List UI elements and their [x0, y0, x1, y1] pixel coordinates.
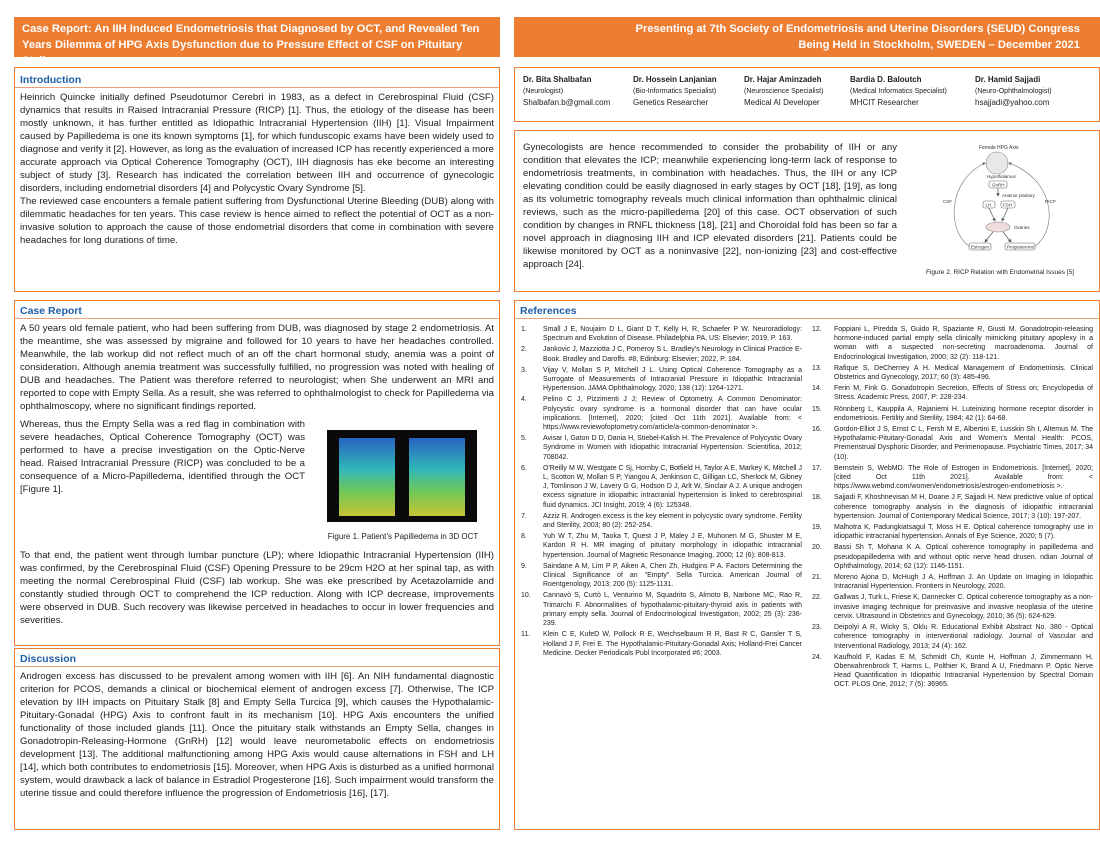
lh-label: LH	[985, 202, 992, 208]
congress-location: Being Held in Stockholm, SWEDEN – December 2021	[798, 39, 1080, 51]
reference-item	[521, 434, 802, 462]
reference-number: 19.	[812, 524, 822, 532]
reference-number: 17.	[812, 464, 822, 472]
reference-item	[812, 325, 1093, 362]
reference-number: 5.	[521, 435, 527, 443]
reference-item	[812, 623, 1093, 651]
reference-number: 20.	[812, 544, 822, 552]
reference-number: 4.	[521, 396, 527, 404]
reference-text: Jankovic J, Mazziotta J C, Pomeroy S L. Bradley's Neurology in Clinical Practice E-Book. Bradley and Daroffs. #8, Edinburg: Elsevier; 2022, P. 184.	[543, 346, 802, 363]
author-3	[744, 74, 850, 109]
reference-text: Rönnberg L, Kauppila A, Rajaniemi H. Luteinizing hormone receptor disorder in endometriosis. Fertility and Sterility, 1984; 42 (1): 64-68.	[834, 405, 1093, 422]
arrow-ovaries-progesterone	[1003, 232, 1011, 242]
reference-number: 15.	[812, 405, 822, 413]
case-report-body	[15, 322, 499, 413]
author-info: Shalbafan.b@gmail.com	[523, 98, 611, 107]
reference-text: Small J E, Noujaim D L, Giant D T, Kelly H, R, Schaefer P W. Neuroradiology: Spectrum and Evolution of Disease. Philadelphia PA, US: Elsevier; 2019, P. 163.	[543, 326, 802, 343]
reference-text: O'Reilly M W, Westgate C Sj, Hornby C, Botfield H, Taylor A E, Markey K, Mitchell J L, Scotton W, Mollan S P, Yiangou A, Jenkinson C, Gilligan LC, Sherlock M, Gibney J, Tomlinson J W, Lavery G G, Hodson D J, Arlt W, Sinclair A J. A unique androgen excess signature in idiopathic intracranial hypertension is linked to cerebrospinal fluid dynamics. JCI Insight, 2019; 4 (6): 125348.	[543, 464, 802, 509]
reference-item	[521, 325, 802, 343]
reference-number: 2.	[521, 346, 527, 354]
reference-item	[521, 345, 802, 363]
references-right-column	[812, 325, 1093, 692]
introduction-paragraph-2: The reviewed case encounters a female patient suffering from Dysfunctional Uterine Bleeding (DUB) along with dilemmatic headaches for ten years. This case review is hence aimed to reflect the potential of OCT as a non-invasive solution to approach the cause of those endometrial disorders that come in combination with severe headaches for long durations of time.	[20, 196, 494, 246]
reference-number: 21.	[812, 574, 822, 582]
reference-item	[521, 395, 802, 432]
reference-item	[521, 562, 802, 590]
reference-item	[812, 543, 1093, 571]
reference-text: Saindane A M, Lim P P, Aiken A, Chen Zh, Hudgins P A. Factors Determining the Clinical Significance of an "Empty" Sella Turcica. American Journal of Roentgenology, 2013; 200 (5): 1125-1131.	[543, 562, 802, 589]
hypothalamus-label: Hypothalamus	[987, 174, 1016, 179]
reference-number: 7.	[521, 512, 527, 520]
reference-number: 3.	[521, 366, 527, 374]
reference-number: 23.	[812, 624, 822, 632]
gnrh-label: GnRH	[992, 182, 1005, 188]
author-role: (Medical Informatics Specialist)	[850, 87, 947, 95]
reference-number: 22.	[812, 594, 822, 602]
hpg-axis-diagram	[907, 141, 1093, 269]
reference-item	[812, 364, 1093, 382]
references-panel	[514, 300, 1100, 830]
ricp-label: RICP	[1045, 199, 1056, 204]
discussion-paragraph: Androgen excess has discussed to be prevalent among women with IIH [6]. An NIH fundamental diagnostic criterion for PCOS, demands a clinical or biochemical element of androgen excess [7]. Otherwise, The ICP elevation by IIH impacts on Pituitary Stalk [8] and Empty Sella Turcica [9], which causes the Hypothalamic-Pituitary-Gonadal (HPG) Axis to confront fault in its mechanism [10]. HPG Axis encounters the unified functionality of those included glands [11]. Once the pituitary stalk withstands an Empty Sella, changes in Gonadotropin-Releasing-Hormone (GnRH) [12] would leave neurometabolic effects on endometriosis development [13]. The additional malfunctioning among HPG Axis would cause alternations in FSH and LH [14], which both contributes to endometriosis [15]. Moreover, when HPG Axis is disturbed as a unified hormonal system, would drawback a lack of balance in Estradiol Progesterone [16]. Such impairment would transform the uterine tissue and could therefore influence the progression of Endometriosis [16], [17].	[20, 671, 494, 799]
recommendation-panel	[514, 130, 1100, 292]
reference-item	[812, 425, 1093, 462]
reference-text: Avisar I, Gaton D D, Dania H, Stiebel-Kalish H. The Prevalence of Polycystic Ovary Syndrome in Women with Idiopathic Intracranial Hypertension. Scientifica, 2012; 708042.	[543, 435, 802, 461]
reference-item	[521, 464, 802, 510]
reference-text: Azziz R. Androgen excess is the key element in polycystic ovary syndrome. Fertility and Sterility, 2003; 80 (2): 252-254.	[543, 512, 802, 530]
brain-icon	[986, 152, 1008, 174]
author-info: MHCIT Researcher	[850, 98, 919, 107]
author-info: Medical AI Developer	[744, 98, 820, 107]
feedback-arrow-left	[954, 163, 985, 246]
congress-banner	[514, 17, 1100, 57]
author-info: hsajjadi@yahoo.com	[975, 98, 1050, 107]
diagram-title: Female HPG Axis	[979, 145, 1019, 151]
reference-text: Bassi Sh T, Mohana K A. Optical coherence tomography in papilledema and pseudopapilledema with and without optic nerve head drusen. ndian Journal of Ophthalmology, 2014; 62 (12): 1146-1151.	[834, 544, 1093, 570]
poster-title: Case Report: An IIH Induced Endometriosis that Diagnosed by OCT, and Revealed Ten Years Dilemma of HPG Axis Dysfunction due to Pressure Effect of CSF on Pituitary Stalk.	[22, 23, 480, 67]
author-4	[850, 74, 975, 109]
reference-item	[521, 532, 802, 560]
reference-item	[521, 512, 802, 530]
csf-label: CSF	[943, 199, 952, 204]
author-role: (Neurologist)	[523, 87, 564, 95]
reference-text: Ferin M, Fink G. Gonadotropin Secretion, Effects of Stress on; Encyclopedia of Stress. Academic Press, 2007, P: 228-234.	[834, 385, 1093, 402]
arrow-fsh-ovaries	[1002, 208, 1008, 221]
figure-1	[315, 418, 491, 541]
poster-title-banner	[14, 17, 500, 67]
reference-text: Klein C E, KufeD W, Pollock R E, Weichselbaum R R, Bast R C, Gansler T S, Holland J F, Frei E. The Hypothalamic-Pituitary-Gonadal Axis; Holland-Frei Cancer Medicine. Decker Periodicals Publ Incorporated #6; 2003.	[543, 631, 802, 657]
reference-item	[812, 653, 1093, 690]
author-1	[523, 74, 633, 109]
reference-item	[812, 523, 1093, 541]
author-name: Dr. Bita Shalbafan	[523, 75, 592, 84]
reference-item	[812, 464, 1093, 492]
oct-scan-left-eye	[339, 438, 395, 516]
case-paragraph-3: To that end, the patient went through lumbar puncture (LP); where Idiopathic Intracranial Hypertension (IIH) was confirmed, by the Cerebrospinal Fluid (CSF) Opening Pressure to be 29cm H2O at her spinal tap, as with meeting the normal Cerebrospinal Fluid (CSF) lab workup. She was eke prescribed by Acetazolamide and constantly studied through OCT to comprehend the ICP reduction. Along with ICP decrease, improvements were observed in DUB. Such recovery was likewise perceived in headaches to occur in lower frequencies and severities.	[20, 550, 494, 626]
fsh-label: FSH	[1003, 202, 1012, 208]
reference-text: Foppiani L, Piredda S, Guido R, Spaziante R, Giusti M. Gonadotropin-releasing hormone-induced partial empty sella clinically mimicking pituitary apoplexy in a woman with a suspected non-secreting macroadenoma. Journal of Endocrinological Investigation, 2000; 32 (2): 118-121.	[834, 326, 1093, 361]
reference-number: 1.	[521, 326, 527, 333]
reference-text: Yuh W T, Zhu M, Taoka T, Quest J P, Maley J E, Muhonen M G, Shuster M E, Kardon R H. MR imaging of pituitary morphology in idiopathic intracranial hypertension. Journal of Magnetic Resonance Imaging, 2000; 12 (6): 808-813.	[543, 533, 802, 559]
authors-panel	[514, 67, 1100, 122]
congress-name: Presenting at 7th Society of Endometriosis and Uterine Disorders (SEUD) Congress	[635, 23, 1080, 35]
reference-item	[521, 630, 802, 658]
reference-item	[812, 384, 1093, 402]
reference-text: Kaufhold F, Kadas E M, Schmidt Ch, Kunte H, Hoffman J, Zimmermann H, Oberwahrenbrock T, Harms L, Polthier K, Brand A U, Friedmann P. Optic Nerve Head Quantification in Idiopathic Intracranial Hypertension by Spectral Domain OCT. PLOS One, 2012; 7 (5): 36965.	[834, 653, 1093, 689]
reference-number: 24.	[812, 653, 822, 661]
references-heading: References	[515, 303, 1099, 319]
reference-item	[812, 593, 1093, 621]
reference-number: 12.	[812, 326, 822, 333]
reference-number: 6.	[521, 464, 527, 472]
author-role: (Bio-Informatics Specialist)	[633, 87, 717, 95]
reference-number: 13.	[812, 364, 822, 372]
reference-text: Cannavò S, Curtò L, Venturino M, Squadrito S, Almoto B, Narbone MC, Rao R, Trimarchi F. Abnormalities of hypothalamic-pituitary-thyroid axis in patients with primary empty sella. Journal of Endocrinological Investigation, 2002; 25 (3): 236-239.	[543, 592, 802, 628]
reference-text: Bernstein S, WebMD. The Role of Estrogen in Endometriosis. [Internet], 2020; [cited Oct 11th 2021]. Available from: < https://www.webmd.com/women/endometriosis/estrogen-endometriosis >.	[834, 464, 1093, 491]
reference-text: Gallwas J, Turk L, Friese K, Dannecker C. Optical coherence tomography as a non-invasive imaging technique for preinvasive and invasive neoplasia of the uterine cervix. Ultrasound in Obstetrics and Gynecology, 2010; 36 (5): 624-629.	[834, 594, 1093, 620]
oct-scan-right-eye	[409, 438, 465, 516]
case-report-panel	[14, 300, 500, 646]
figure-1-caption: Figure 1. Patient’s Papilledema in 3D OCT	[327, 532, 479, 541]
reference-text: Gordon-Elliot J S, Ernst C L, Fersh M E, Albertini E, Lusskin Sh I, Altemus M. The Hypothalamic-Pituitary-Gonadal Axis and Women's Mental Health: PCOS, Premenstrual Dysphoric Disorder, and Perimenopause. Psychiatric Times, 2017; 34 (10).	[834, 426, 1093, 461]
author-name: Dr. Hossein Lanjanian	[633, 75, 717, 84]
estrogen-label: Estrogen	[971, 244, 990, 250]
author-role: (Neuroscience Specialist)	[744, 87, 824, 95]
reference-number: 9.	[521, 562, 527, 570]
discussion-panel	[14, 648, 500, 830]
pituitary-label: Anterior pituitary	[1002, 193, 1035, 198]
case-paragraph-1: A 50 years old female patient, who had been suffering from DUB, was diagnosed by stage 2 endometriosis. At the meantime, she was assessed by migraine and followed for 10 years to have her headaches controlled. Meanwhile, the lab workup did not reflect much of an off the chart hormonal study, anemia was a point of consideration. Although anemia treatment was successfully fulfilled, no progression was noted with healing of DUB and headaches. The Patient was therefore referred to neurologist; when She underwent an MRI and reported to cope with Empty Sella. As a result, she was referred to ophthalmologist to check for Papilledema via ophthalmoscopy, where no significant findings reported.	[20, 323, 494, 412]
author-name: Bardia D. Baloutch	[850, 75, 922, 84]
figure-2-caption: Figure 2. RICP Relation with Endometrial Issues [5]	[925, 269, 1074, 276]
reference-item	[812, 573, 1093, 591]
discussion-heading: Discussion	[15, 651, 499, 667]
arrow-lh-ovaries	[989, 208, 995, 221]
arrow-ovaries-estrogen	[985, 232, 993, 242]
reference-number: 10.	[521, 592, 531, 600]
reference-text: Deipolyi A R, Wicky S, Oklu R. Educational Exhibit Abstract No. 380 - Optical coherence tomography in interventional radiology. Journal of Vascular and Interventional Radiology, 2013; 24 (4): 162.	[834, 624, 1093, 650]
reference-item	[521, 591, 802, 628]
author-5	[975, 74, 1085, 109]
progesterone-label: Progesterone	[1007, 244, 1035, 250]
reference-text: Pelino C J, Pizzimenti J J; Review of Optometry. A Common Denominator: Polycystic ovary syndrome is a hormonal disorder that can have ocular implications. [Internet], 2020; [cited Oct 11th 2021]. Available from: < https://www.reviewofoptometry.com/article/a-common-denominator >.	[543, 396, 802, 432]
reference-number: 11.	[521, 631, 531, 639]
reference-number: 14.	[812, 385, 822, 393]
ovaries-label: Ovaries	[1014, 225, 1030, 230]
reference-text: Vijay V, Mollan S P, Mitchell J L. Using Optical Coherence Tomography as a Surrogate of Measurements of Intracranial Pressure in Idiopathic Intracranial Hypertension. JAMA Ophthalmology, 2020; 138 (12): 1264-1271.	[543, 366, 802, 393]
case-paragraph-2: Whereas, thus the Empty Sella was a red flag in combination with severe headaches, Optical Coherence Tomography (OCT) was performed to have a precise investigation on the Optic-Nerve head. Raised Intracranial Pressure (RICP) was concluded to be a consequence of a Micro-Papilledema, identified through the OCT [Figure 1].	[20, 419, 305, 495]
reference-text: Rafique S, DeCherney A H. Medical Management of Endometriosis. Clinical Obstetrics and Gynecology, 2017; 60 (3): 485-496.	[834, 364, 1093, 382]
reference-text: Malhotra K, Padungkiatsagul T, Moss H E. Optical coherence tomography use in idiopathic intracranial hypertension. Annals of Eye Science, 2020; 5 (7).	[834, 524, 1093, 541]
reference-number: 8.	[521, 533, 527, 541]
reference-item	[521, 366, 802, 394]
author-name: Dr. Hajar Aminzadeh	[744, 75, 822, 84]
introduction-paragraph-1: Heinrich Quincke initially defined Pseudotumor Cerebri in 1983, as a defect in Cerebrospinal Fluid (CSF) dynamics that results in Raised Intracranial Pressure (RICP) [1]. Thus, the etiology of the disease has been mostly unknown, it has further entitled as Idiopathic Intracranial Hypertension (IIH) [1]. Visual Impairment caused by Papilledema is one its known symptoms [1], for which funduscopic exams have been widely used to diagnose and verify it [2]. However, as long as the evaluation of increased ICP has recently experienced a more accurate approach via Optical Coherence Tomography (OCT), IIH diagnosis has eke become an interesting subject of study [3]. Research has indicated the correlation between IIH and occurrence of gynecologic disorders, including endometrial disorders [4] and Polycystic Ovary Syndrome [5].	[20, 92, 494, 194]
references-left-column	[521, 325, 802, 692]
author-name: Dr. Hamid Sajjadi	[975, 75, 1041, 84]
recommendation-paragraph: Gynecologists are hence recommended to consider the probability of IIH or any condition that elevates the ICP; meanwhile experiencing long-term lack of response to endometriosis treatments, in combination with headaches. Thus, the IIH or any ICP elevating condition could be easily diagnosed in early stages by OCT [18], [19], as long as its volumetric tomography reveals much clinical information than ophthalmic clinical reviews, such as the micro-papilledema [20] of this case. OCT observation of such condition by changes in RNFL thickness [18], [21] and Choroidal fold has been so far a novel approach in diagnosing IIH and ICP elevated disorders [21]. Patients could be likewise monitored by OCT as a noninvasive [22], non-ionizing [23] and cost-effective approach [24].	[523, 142, 897, 270]
reference-number: 18.	[812, 494, 822, 502]
author-2	[633, 74, 744, 109]
ovaries-icon	[986, 222, 1010, 232]
reference-item	[812, 493, 1093, 521]
reference-number: 16.	[812, 426, 822, 434]
reference-text: Moreno Ajona D, McHugh J A, Hoffman J. An Update on Imaging in Idiopathic Intracranial Hypertension. Frontiers in Neurology, 2020.	[834, 574, 1093, 591]
reference-text: Sajjadi F, Khoshnevisan M H, Doane J F, Sajjadi H. New predictive value of optical coherence tomography analysis in the diagnosis of idiopathic intracranial hypertension. Journal of Contemporary Medical Science, 2017; 3 (10): 197-207.	[834, 494, 1093, 520]
introduction-heading: Introduction	[15, 72, 499, 88]
author-info: Genetics Researcher	[633, 98, 709, 107]
author-role: (Neuro-Ophthalmologist)	[975, 87, 1052, 95]
introduction-body	[15, 91, 499, 247]
case-report-heading: Case Report	[15, 303, 499, 319]
figure-2	[907, 141, 1093, 276]
oct-scan-image	[327, 430, 477, 522]
introduction-panel	[14, 67, 500, 292]
reference-item	[812, 405, 1093, 423]
